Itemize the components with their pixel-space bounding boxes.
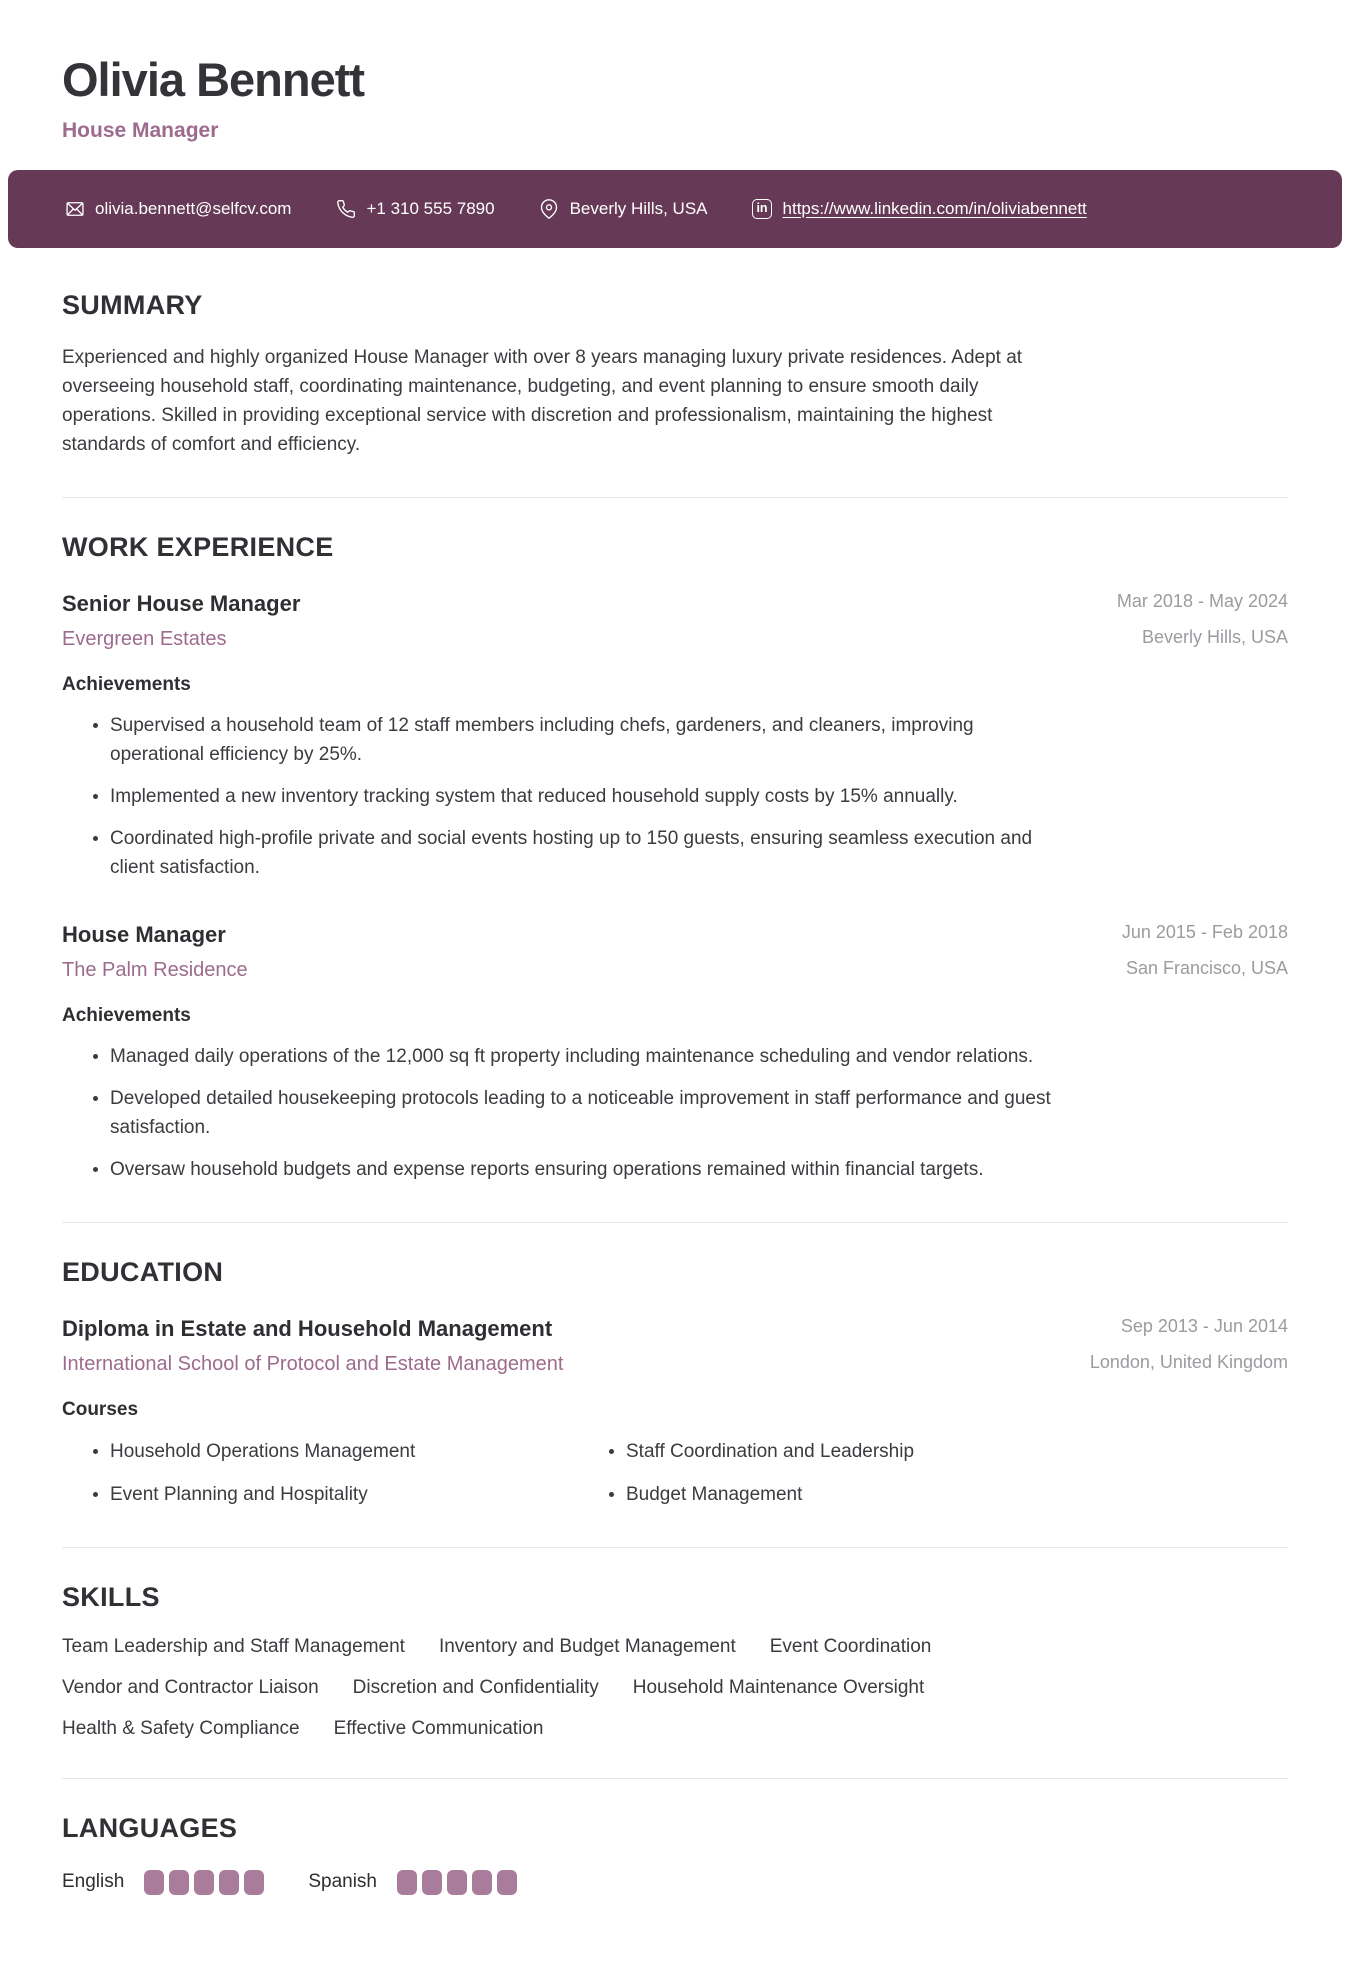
language-level-blocks xyxy=(144,1870,264,1895)
job-location: Beverly Hills, USA xyxy=(1141,627,1288,648)
job-entry-left xyxy=(62,591,300,651)
section-divider xyxy=(62,497,1288,498)
education-location: London, United Kingdom xyxy=(1089,1352,1288,1373)
achievements-label: Achievements xyxy=(62,1005,191,1027)
language-level-block xyxy=(422,1870,442,1895)
section-divider xyxy=(62,1547,1288,1548)
summary-heading: SUMMARY xyxy=(62,289,203,320)
job-entry-right xyxy=(1117,591,1288,648)
language-level-block xyxy=(497,1870,517,1895)
section-divider xyxy=(62,1222,1288,1223)
language-item xyxy=(308,1870,517,1895)
job-location: San Francisco, USA xyxy=(1125,958,1288,979)
job-entry-left xyxy=(62,922,248,982)
degree-title: Diploma in Estate and Household Management xyxy=(62,1316,553,1342)
education-entry-header xyxy=(62,1316,1288,1376)
language-name: English xyxy=(62,1871,125,1892)
achievement-item: Oversaw household budgets and expense reports ensuring operations remained within financial targets. xyxy=(62,1155,1052,1184)
achievement-item: Coordinated high-profile private and social events hosting up to 150 guests, ensuring seamless execution and client satisfaction. xyxy=(62,824,1052,882)
linkedin-icon xyxy=(752,198,773,219)
course-item: Staff Coordination and Leadership xyxy=(578,1437,1288,1466)
contact-linkedin xyxy=(752,198,1087,219)
skill-item: Event Coordination xyxy=(769,1635,932,1657)
candidate-name: Olivia Bennett xyxy=(62,53,365,106)
job-title: Senior House Manager xyxy=(62,591,301,617)
company-name: The Palm Residence xyxy=(62,959,248,982)
skill-item: Discretion and Confidentiality xyxy=(352,1676,599,1698)
courses-label: Courses xyxy=(62,1399,139,1421)
language-level-block xyxy=(169,1870,189,1895)
education-entry xyxy=(62,1316,1288,1509)
contact-bar xyxy=(8,170,1342,248)
job-dates: Jun 2015 - Feb 2018 xyxy=(1121,922,1288,943)
contact-email xyxy=(64,198,291,219)
linkedin-link[interactable]: https://www.linkedin.com/in/oliviabennett xyxy=(782,198,1087,218)
skills-list xyxy=(62,1636,1072,1740)
achievement-item: Managed daily operations of the 12,000 sq ft property including maintenance scheduling and vendor relations. xyxy=(62,1042,1052,1071)
language-level-block xyxy=(447,1870,467,1895)
contact-location-text: Beverly Hills, USA xyxy=(569,198,708,218)
language-level-block xyxy=(472,1870,492,1895)
achievement-list xyxy=(62,1042,1288,1184)
language-level-block xyxy=(244,1870,264,1895)
language-item xyxy=(62,1870,264,1895)
language-name: Spanish xyxy=(308,1871,377,1892)
achievements-label: Achievements xyxy=(62,674,191,696)
achievement-item: Developed detailed housekeeping protocols leading to a noticeable improvement in staff performance and guest satisfaction. xyxy=(62,1084,1052,1142)
skill-item: Household Maintenance Oversight xyxy=(632,1676,925,1698)
phone-icon xyxy=(335,198,356,219)
language-level-block xyxy=(219,1870,239,1895)
education-heading: EDUCATION xyxy=(62,1257,224,1288)
work-experience-heading: WORK EXPERIENCE xyxy=(62,532,334,563)
job-dates: Mar 2018 - May 2024 xyxy=(1116,591,1288,612)
course-item: Household Operations Management xyxy=(62,1437,578,1466)
course-item: Event Planning and Hospitality xyxy=(62,1480,578,1509)
languages-heading: LANGUAGES xyxy=(62,1812,238,1843)
contact-phone xyxy=(335,198,494,219)
skill-item: Team Leadership and Staff Management xyxy=(62,1635,405,1657)
job-entry-header xyxy=(62,922,1288,982)
job-entry-right xyxy=(1122,922,1288,979)
education-entry-left xyxy=(62,1316,563,1376)
course-list xyxy=(62,1437,1288,1509)
company-name: Evergreen Estates xyxy=(62,628,227,651)
contact-email-text: olivia.bennett@selfcv.com xyxy=(95,198,292,218)
skill-item: Effective Communication xyxy=(333,1717,544,1739)
achievement-item: Implemented a new inventory tracking system that reduced household supply costs by 15% annually. xyxy=(62,782,1052,811)
job-list xyxy=(62,591,1288,1184)
section-divider xyxy=(62,1778,1288,1779)
contact-location xyxy=(539,198,708,219)
job-entry xyxy=(62,922,1288,1184)
email-icon xyxy=(64,198,85,219)
job-entry-header xyxy=(62,591,1288,651)
language-level-block xyxy=(397,1870,417,1895)
location-icon xyxy=(539,198,560,219)
language-level-block xyxy=(144,1870,164,1895)
skills-heading: SKILLS xyxy=(62,1582,160,1613)
language-level-blocks xyxy=(397,1870,517,1895)
candidate-title: House Manager xyxy=(62,118,219,142)
linkedin-icon-glyph: in xyxy=(752,199,772,219)
language-level-block xyxy=(194,1870,214,1895)
achievement-item: Supervised a household team of 12 staff members including chefs, gardeners, and cleaners, improving operational efficiency by 25%. xyxy=(62,711,1052,769)
job-title: House Manager xyxy=(62,922,226,948)
languages-list xyxy=(62,1870,1288,1895)
education-dates: Sep 2013 - Jun 2014 xyxy=(1120,1316,1288,1337)
education-entry-right xyxy=(1090,1316,1288,1373)
achievement-list xyxy=(62,711,1288,882)
job-entry xyxy=(62,591,1288,882)
school-name: International School of Protocol and Estate Management xyxy=(62,1353,564,1376)
contact-phone-text: +1 310 555 7890 xyxy=(366,198,495,218)
course-item: Budget Management xyxy=(578,1480,1288,1509)
skill-item: Health & Safety Compliance xyxy=(62,1717,300,1739)
skill-item: Vendor and Contractor Liaison xyxy=(62,1676,319,1698)
summary-text: Experienced and highly organized House Manager with over 8 years managing luxury private residences. Adept at overseeing household staff, coordinating maintenance, budgeting, and event planning to ensure smooth daily operations. Skilled in providing exceptional service with discretion and professionalism, maintaining the highest standards of comfort and efficiency. xyxy=(62,347,1023,456)
skill-item: Inventory and Budget Management xyxy=(438,1635,736,1657)
